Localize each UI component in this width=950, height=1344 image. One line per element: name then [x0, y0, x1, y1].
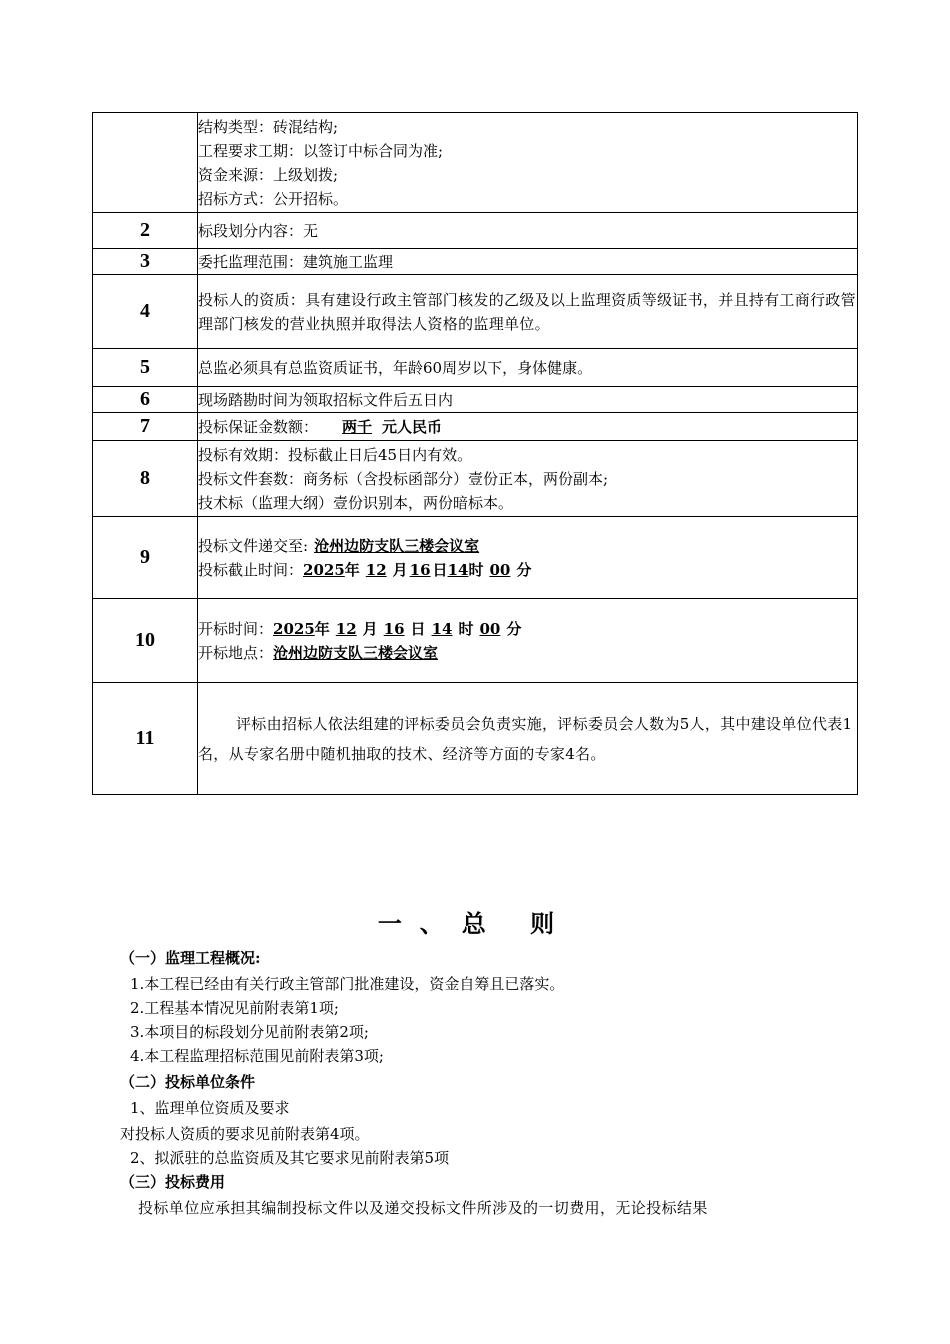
table-row-2: [93, 213, 858, 249]
fund-source: 资金来源：上级划拨;: [198, 166, 339, 184]
heading-bid-cost: （三）投标费用: [120, 1173, 226, 1191]
opening-place-line: [198, 641, 857, 665]
bid-validity: 投标有效期：投标截止日后45日内有效。: [198, 445, 473, 464]
row-number-empty: [93, 113, 198, 213]
evaluation-committee: 评标由招标人依法组建的评标委员会负责实施，评标委员会人数为5人，其中建设单位代表1名，从专家名册中随机抽取的技术、经济等方面的专家4名。: [198, 683, 858, 795]
table-row-8: [93, 441, 858, 517]
row-number: 10: [93, 599, 198, 683]
row-number: 8: [93, 441, 198, 517]
paragraph-3: 3.本项目的标段划分见前附表第2项;: [130, 1023, 369, 1041]
hour-unit: 时: [468, 560, 484, 579]
bid-bond-label: 投标保证金数额：: [198, 417, 319, 436]
supervision-scope: 委托监理范围：建筑施工监理: [198, 249, 858, 275]
site-visit-time: 现场踏勘时间为领取招标文件后五日内: [198, 387, 858, 413]
deadline-year: 2025: [303, 560, 345, 579]
tender-method: 招标方式：公开招标。: [198, 190, 349, 208]
row-number: 4: [93, 275, 198, 349]
table-row-3: [93, 249, 858, 275]
paragraph-5: 1、监理单位资质及要求: [130, 1099, 290, 1117]
table-row-9: [93, 517, 858, 599]
table-row-5: [93, 349, 858, 387]
deadline-label: 投标截止时间：: [198, 560, 304, 579]
day-unit: 日: [432, 560, 448, 579]
deadline-day: 16: [409, 560, 431, 579]
chief-supervisor-requirement: 总监必须具有总监资质证书，年龄60周岁以下，身体健康。: [198, 349, 858, 387]
technical-bid-copies: 技术标（监理大纲）壹份识别本，两份暗标本。: [198, 493, 514, 512]
row-number: 2: [93, 213, 198, 249]
opening-place: 沧州边防支队三楼会议室: [273, 643, 439, 662]
table-row-4: [93, 275, 858, 349]
opening-year: 2025: [273, 619, 315, 638]
opening-minute: 00: [479, 619, 501, 638]
submission-place: 沧州边防支队三楼会议室: [314, 536, 480, 555]
opening-place-label: 开标地点：: [198, 643, 274, 662]
structure-type: 结构类型：砖混结构;: [198, 118, 339, 136]
row-number: 7: [93, 413, 198, 441]
section-title: 一、总 则: [377, 909, 573, 938]
submission-label: 投标文件递交至:: [198, 536, 309, 555]
submission-cell: [198, 517, 858, 599]
hour-unit: 时: [458, 619, 474, 638]
paragraph-8: 投标单位应承担其编制投标文件以及递交投标文件所涉及的一切费用，无论投标结果: [138, 1199, 708, 1217]
year-unit: 年: [344, 560, 360, 579]
table-row-1: [93, 113, 858, 213]
minute-unit: 分: [506, 619, 522, 638]
paragraph-2: 2.工程基本情况见前附表第1项;: [130, 999, 339, 1017]
opening-cell: [198, 599, 858, 683]
row-number: 9: [93, 517, 198, 599]
paragraph-6: 对投标人资质的要求见前附表第4项。: [120, 1125, 370, 1143]
commercial-bid-copies: 投标文件套数：商务标（含投标函部分）壹份正本，两份副本;: [198, 469, 609, 488]
row-number: 3: [93, 249, 198, 275]
paragraph-7: 2、拟派驻的总监资质及其它要求见前附表第5项: [130, 1149, 450, 1167]
table-row-6: [93, 387, 858, 413]
paragraph-1: 1.本工程已经由有关行政主管部门批准建设，资金自筹且已落实。: [130, 975, 565, 993]
bid-validity-cell: [198, 441, 858, 517]
heading-project-overview: （一）监理工程概况:: [120, 949, 261, 967]
row-number: 11: [93, 683, 198, 795]
opening-label: 开标时间：: [198, 619, 274, 638]
deadline-minute: 00: [489, 560, 511, 579]
month-unit: 月: [362, 619, 378, 638]
section-division: 标段划分内容：无: [198, 213, 858, 249]
day-unit: 日: [410, 619, 426, 638]
deadline-hour: 14: [447, 560, 469, 579]
bid-bond-unit: 元人民币: [382, 417, 443, 436]
opening-time-line: [198, 617, 857, 641]
construction-period: 工程要求工期：以签订中标合同为准;: [198, 142, 444, 160]
paragraph-4: 4.本工程监理招标范围见前附表第3项;: [130, 1047, 384, 1065]
opening-month: 12: [335, 619, 357, 638]
deadline-month: 12: [365, 560, 387, 579]
opening-day: 16: [383, 619, 405, 638]
submission-place-line: [198, 534, 857, 558]
table-row-10: [93, 599, 858, 683]
opening-hour: 14: [431, 619, 453, 638]
deadline-line: [198, 558, 857, 582]
minute-unit: 分: [516, 560, 532, 579]
bidder-qualification: 投标人的资质：具有建设行政主管部门核发的乙级及以上监理资质等级证书，并且持有工商行政管理部门核发的营业执照并取得法人资格的监理单位。: [198, 275, 858, 349]
row-number: 6: [93, 387, 198, 413]
table-row-11: [93, 683, 858, 795]
bid-data-table: [92, 112, 858, 795]
year-unit: 年: [314, 619, 330, 638]
row-number: 5: [93, 349, 198, 387]
table-row-7: [93, 413, 858, 441]
bid-bond-cell: [198, 413, 858, 441]
bid-bond-amount: 两千: [342, 417, 373, 436]
month-unit: 月: [392, 560, 408, 579]
heading-bidder-conditions: （二）投标单位条件: [120, 1073, 256, 1091]
project-overview-cell: [198, 113, 858, 213]
